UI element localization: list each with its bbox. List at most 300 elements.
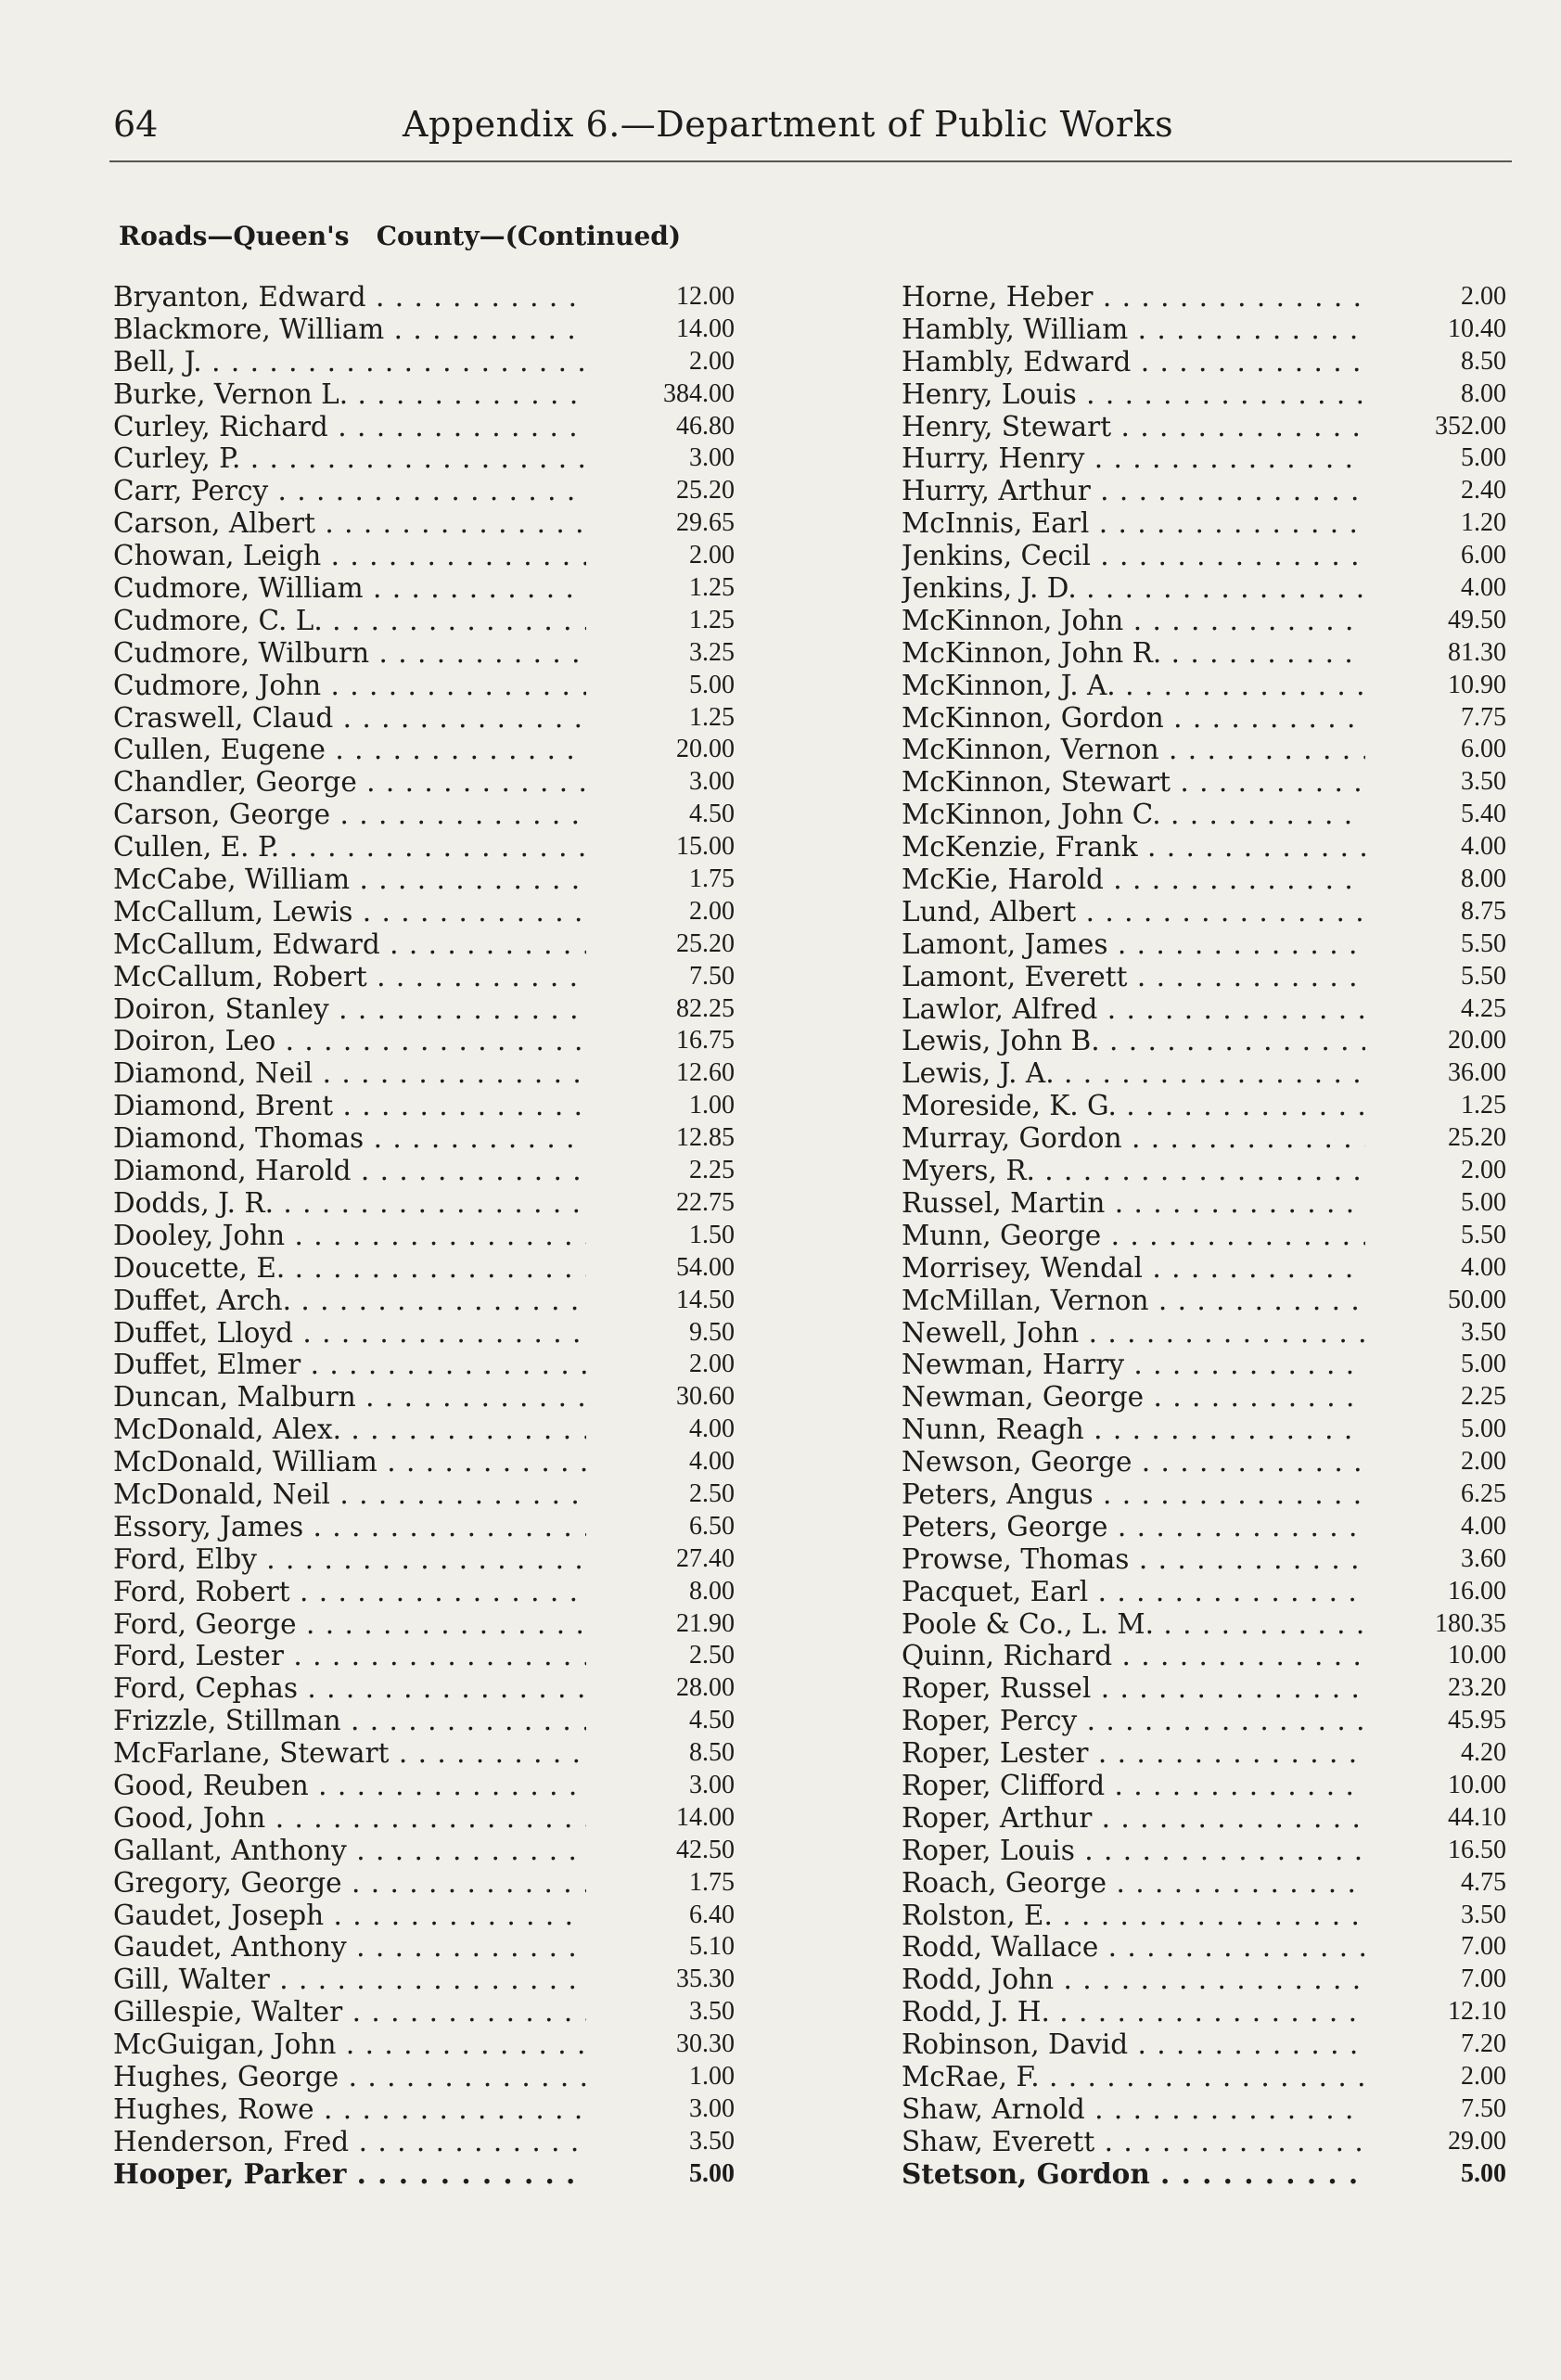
payee-name: Cullen, E. P. . . .	[113, 831, 586, 864]
payment-amount: 14.00	[614, 313, 735, 346]
payee-name: Pacquet, Earl . . .	[902, 1576, 1365, 1608]
payment-amount: 1.25	[1386, 1090, 1506, 1122]
payment-amount: 8.00	[614, 1576, 735, 1608]
payee-name: Chowan, Leigh . . .	[113, 540, 586, 572]
payment-amount: 22.75	[614, 1187, 735, 1220]
list-item	[902, 2028, 1506, 2061]
list-item	[902, 702, 1506, 735]
running-title: Appendix 6.—Department of Public Works	[403, 104, 1174, 145]
payee-name: McCallum, Robert . . .	[113, 961, 586, 993]
payee-name: Burke, Vernon L. . . .	[113, 378, 586, 411]
payee-name: Lamont, Everett . . .	[902, 961, 1365, 993]
list-item	[902, 993, 1506, 1026]
payment-amount: 4.00	[1386, 1252, 1506, 1285]
list-item	[113, 1996, 735, 2028]
list-item	[902, 961, 1506, 993]
payee-name: Duffet, Elmer . . .	[113, 1349, 586, 1381]
list-item	[113, 1285, 735, 1317]
list-item	[902, 1349, 1506, 1381]
list-item	[113, 766, 735, 799]
list-item	[902, 378, 1506, 411]
list-item	[902, 2158, 1506, 2191]
payment-amount: 15.00	[614, 831, 735, 864]
payee-name: Morrisey, Wendal . . .	[902, 1252, 1365, 1285]
payment-amount: 8.00	[1386, 864, 1506, 896]
list-item	[113, 799, 735, 831]
list-item	[902, 2061, 1506, 2093]
payee-name: Gaudet, Joseph . . .	[113, 1900, 586, 1932]
payment-amount: 9.50	[614, 1317, 735, 1350]
payment-amount: 10.90	[1386, 670, 1506, 702]
payee-name: Quinn, Richard . . .	[902, 1640, 1365, 1672]
list-item	[902, 896, 1506, 928]
list-item	[902, 1737, 1506, 1770]
payment-amount: 2.50	[614, 1640, 735, 1672]
payee-name: McKinnon, Vernon . . .	[902, 734, 1365, 766]
payee-name: Lawlor, Alfred . . .	[902, 993, 1365, 1026]
list-item	[113, 1931, 735, 1964]
payee-name: Rodd, Wallace . . .	[902, 1931, 1365, 1964]
payment-amount: 20.00	[614, 734, 735, 766]
payee-name: Hurry, Henry . . .	[902, 442, 1365, 475]
payee-name: Gregory, George . . .	[113, 1867, 586, 1900]
payment-amount: 21.90	[614, 1608, 735, 1641]
payment-amount: 1.00	[614, 2061, 735, 2093]
payment-amount: 3.50	[1386, 1317, 1506, 1350]
payment-amount: 35.30	[614, 1964, 735, 1996]
payee-name: Myers, R. . . .	[902, 1155, 1365, 1187]
payment-amount: 25.20	[614, 475, 735, 507]
payment-amount: 46.80	[614, 411, 735, 443]
list-item	[902, 1478, 1506, 1511]
payee-name: McKinnon, John . . .	[902, 605, 1365, 637]
payee-name: Hughes, George . . .	[113, 2061, 586, 2093]
payee-name: Henry, Stewart . . .	[902, 411, 1365, 443]
list-item	[113, 1867, 735, 1900]
payee-name: Essory, James . . .	[113, 1511, 586, 1543]
list-item	[902, 313, 1506, 346]
list-item	[902, 1511, 1506, 1543]
list-item	[902, 864, 1506, 896]
payment-amount: 2.25	[1386, 1381, 1506, 1414]
payee-name: Good, Reuben . . .	[113, 1770, 586, 1802]
list-item	[902, 281, 1506, 313]
page-header	[113, 104, 1523, 156]
list-item	[113, 1672, 735, 1705]
payee-name: Robinson, David . . .	[902, 2028, 1365, 2061]
list-item	[113, 1964, 735, 1996]
payee-name: Ford, George . . .	[113, 1608, 586, 1641]
payee-name: Stetson, Gordon . . .	[902, 2158, 1365, 2191]
payment-amount: 3.00	[614, 766, 735, 799]
payment-amount: 6.40	[614, 1900, 735, 1932]
list-item	[113, 670, 735, 702]
payment-amount: 2.00	[614, 1349, 735, 1381]
page-number: 64	[113, 104, 159, 145]
payee-name: Frizzle, Stillman . . .	[113, 1705, 586, 1737]
payment-amount: 10.00	[1386, 1770, 1506, 1802]
payment-amount: 44.10	[1386, 1802, 1506, 1835]
payee-name: McInnis, Earl . . .	[902, 507, 1365, 540]
payment-amount: 4.25	[1386, 993, 1506, 1026]
payment-amount: 3.00	[614, 1770, 735, 1802]
payment-amount: 4.50	[614, 1705, 735, 1737]
payment-amount: 50.00	[1386, 1285, 1506, 1317]
payee-name: Cudmore, Wilburn . . .	[113, 637, 586, 670]
list-item	[113, 281, 735, 313]
list-item	[902, 1640, 1506, 1672]
payee-name: Cudmore, C. L. . . .	[113, 605, 586, 637]
list-item	[902, 670, 1506, 702]
list-item	[113, 1608, 735, 1641]
payment-amount: 5.00	[614, 670, 735, 702]
payee-name: Good, John . . .	[113, 1802, 586, 1835]
payment-amount: 2.00	[1386, 1155, 1506, 1187]
list-item	[113, 1446, 735, 1478]
list-item	[113, 572, 735, 605]
payment-amount: 384.00	[614, 378, 735, 411]
payee-name: Moreside, K. G. . . .	[902, 1090, 1365, 1122]
payee-name: Hughes, Rowe . . .	[113, 2093, 586, 2126]
list-item	[902, 1155, 1506, 1187]
list-item	[113, 1090, 735, 1122]
payment-amount: 352.00	[1386, 411, 1506, 443]
list-item	[113, 1802, 735, 1835]
list-item	[902, 1090, 1506, 1122]
payee-name: McKinnon, John R. . . .	[902, 637, 1365, 670]
list-item	[113, 2028, 735, 2061]
list-item	[902, 2093, 1506, 2126]
payment-amount: 3.00	[614, 442, 735, 475]
payment-amount: 5.00	[1386, 1349, 1506, 1381]
payee-name: Diamond, Thomas . . .	[113, 1122, 586, 1155]
payment-amount: 14.50	[614, 1285, 735, 1317]
payee-name: Roper, Louis . . .	[902, 1835, 1365, 1867]
payee-name: Cudmore, John . . .	[113, 670, 586, 702]
payee-name: Blackmore, William . . .	[113, 313, 586, 346]
list-item	[113, 1770, 735, 1802]
payment-amount: 7.50	[1386, 2093, 1506, 2126]
list-item	[113, 2061, 735, 2093]
payee-name: McKinnon, Stewart . . .	[902, 766, 1365, 799]
payment-amount: 16.75	[614, 1025, 735, 1057]
payee-name: McDonald, Alex. . . .	[113, 1414, 586, 1446]
payee-name: Murray, Gordon . . .	[902, 1122, 1365, 1155]
payment-amount: 3.50	[614, 1996, 735, 2028]
payment-amount: 4.00	[614, 1446, 735, 1478]
list-item	[113, 1705, 735, 1737]
payment-amount: 45.95	[1386, 1705, 1506, 1737]
payment-amount: 2.00	[614, 346, 735, 378]
payee-name: Cudmore, William . . .	[113, 572, 586, 605]
list-item	[902, 831, 1506, 864]
list-item	[113, 1640, 735, 1672]
payment-amount: 180.35	[1386, 1608, 1506, 1641]
payee-name: Peters, George . . .	[902, 1511, 1365, 1543]
payee-name: Diamond, Neil . . .	[113, 1057, 586, 1090]
payment-amount: 2.00	[1386, 281, 1506, 313]
payee-name: Curley, Richard . . .	[113, 411, 586, 443]
payee-name: McKinnon, J. A. . . .	[902, 670, 1365, 702]
payment-amount: 3.60	[1386, 1543, 1506, 1576]
payment-amount: 5.50	[1386, 961, 1506, 993]
payment-amount: 1.75	[614, 1867, 735, 1900]
list-item	[113, 702, 735, 735]
payee-name: Duffet, Lloyd . . .	[113, 1317, 586, 1350]
payment-amount: 5.00	[1386, 2158, 1506, 2191]
payee-name: Ford, Lester . . .	[113, 1640, 586, 1672]
list-item	[902, 1964, 1506, 1996]
payee-name: Rolston, E. . . .	[902, 1900, 1365, 1932]
payee-name: Lamont, James . . .	[902, 928, 1365, 961]
payee-name: Gill, Walter . . .	[113, 1964, 586, 1996]
payee-name: Dodds, J. R. . . .	[113, 1187, 586, 1220]
payment-amount: 5.00	[1386, 442, 1506, 475]
payment-amount: 10.00	[1386, 1640, 1506, 1672]
list-item	[902, 1025, 1506, 1057]
payee-name: Lewis, John B. . . .	[902, 1025, 1365, 1057]
payee-name: Russel, Martin . . .	[902, 1187, 1365, 1220]
payment-amount: 7.20	[1386, 2028, 1506, 2061]
list-item	[902, 1802, 1506, 1835]
header-rule	[109, 160, 1512, 162]
payment-amount: 16.00	[1386, 1576, 1506, 1608]
list-item	[113, 831, 735, 864]
payment-amount: 27.40	[614, 1543, 735, 1576]
list-item	[113, 475, 735, 507]
payee-name: Hooper, Parker . . .	[113, 2158, 586, 2191]
list-item	[113, 1025, 735, 1057]
list-item	[113, 993, 735, 1026]
list-item	[113, 1414, 735, 1446]
list-item	[902, 1317, 1506, 1350]
payee-name: McDonald, Neil . . .	[113, 1478, 586, 1511]
list-item	[902, 442, 1506, 475]
payment-amount: 2.00	[614, 896, 735, 928]
list-item	[113, 378, 735, 411]
payee-name: McCallum, Lewis . . .	[113, 896, 586, 928]
payee-name: Bell, J. . . .	[113, 346, 586, 378]
payment-amount: 54.00	[614, 1252, 735, 1285]
list-item	[113, 928, 735, 961]
payment-amount: 14.00	[614, 1802, 735, 1835]
payee-name: Roper, Lester . . .	[902, 1737, 1365, 1770]
payment-amount: 8.50	[1386, 346, 1506, 378]
payment-amount: 3.50	[614, 2126, 735, 2158]
payee-name: Roper, Russel . . .	[902, 1672, 1365, 1705]
list-item	[113, 2093, 735, 2126]
payee-name: McRae, F. . . .	[902, 2061, 1365, 2093]
payment-amount: 42.50	[614, 1835, 735, 1867]
list-item	[902, 346, 1506, 378]
payment-amount: 7.00	[1386, 1964, 1506, 1996]
list-item	[113, 1381, 735, 1414]
payee-name: Cullen, Eugene . . .	[113, 734, 586, 766]
payment-amount: 6.00	[1386, 734, 1506, 766]
payment-amount: 2.40	[1386, 475, 1506, 507]
payment-amount: 6.50	[614, 1511, 735, 1543]
payment-amount: 1.20	[1386, 507, 1506, 540]
payment-amount: 1.75	[614, 864, 735, 896]
list-item	[113, 1835, 735, 1867]
payee-name: Dooley, John . . .	[113, 1220, 586, 1252]
list-item	[902, 411, 1506, 443]
payment-amount: 4.00	[1386, 1511, 1506, 1543]
list-item	[902, 799, 1506, 831]
payment-amount: 12.10	[1386, 1996, 1506, 2028]
list-item	[902, 1931, 1506, 1964]
payee-name: McKinnon, John C. . . .	[902, 799, 1365, 831]
list-item	[902, 1867, 1506, 1900]
list-item	[902, 2126, 1506, 2158]
list-item	[902, 1220, 1506, 1252]
payment-amount: 4.00	[614, 1414, 735, 1446]
list-item	[113, 734, 735, 766]
payee-name: Lewis, J. A. . . .	[902, 1057, 1365, 1090]
list-item	[113, 1057, 735, 1090]
payment-amount: 2.00	[614, 540, 735, 572]
payment-amount: 4.20	[1386, 1737, 1506, 1770]
payment-amount: 5.10	[614, 1931, 735, 1964]
payee-name: McKie, Harold . . .	[902, 864, 1365, 896]
payee-name: Nunn, Reagh . . .	[902, 1414, 1365, 1446]
payee-name: Henderson, Fred . . .	[113, 2126, 586, 2158]
list-item	[113, 961, 735, 993]
payment-amount: 3.50	[1386, 766, 1506, 799]
list-item	[902, 1900, 1506, 1932]
payment-amount: 12.85	[614, 1122, 735, 1155]
payee-name: McFarlane, Stewart . . .	[113, 1737, 586, 1770]
payment-amount: 1.00	[614, 1090, 735, 1122]
payment-amount: 2.00	[1386, 1446, 1506, 1478]
list-item	[902, 1414, 1506, 1446]
list-item	[113, 1737, 735, 1770]
payee-name: Roper, Clifford . . .	[902, 1770, 1365, 1802]
payee-name: Bryanton, Edward . . .	[113, 281, 586, 313]
payment-amount: 5.00	[1386, 1187, 1506, 1220]
payment-amount: 8.00	[1386, 378, 1506, 411]
payee-name: Gillespie, Walter . . .	[113, 1996, 586, 2028]
payee-name: Roper, Arthur . . .	[902, 1802, 1365, 1835]
payee-name: McKinnon, Gordon . . .	[902, 702, 1365, 735]
payee-name: McGuigan, John . . .	[113, 2028, 586, 2061]
payment-amount: 82.25	[614, 993, 735, 1026]
payment-amount: 25.20	[614, 928, 735, 961]
payee-name: Doucette, E. . . .	[113, 1252, 586, 1285]
payment-amount: 1.25	[614, 572, 735, 605]
payment-amount: 30.30	[614, 2028, 735, 2061]
payment-amount: 1.25	[614, 605, 735, 637]
payment-amount: 3.50	[1386, 1900, 1506, 1932]
payee-name: Chandler, George . . .	[113, 766, 586, 799]
list-item	[902, 1252, 1506, 1285]
list-item	[902, 1122, 1506, 1155]
section-title: Roads—Queen's County—(Continued)	[119, 221, 682, 251]
list-item	[113, 442, 735, 475]
payment-amount: 29.00	[1386, 2126, 1506, 2158]
payee-name: Roach, George . . .	[902, 1867, 1365, 1900]
payment-amount: 4.00	[1386, 831, 1506, 864]
payment-amount: 7.75	[1386, 702, 1506, 735]
payment-amount: 49.50	[1386, 605, 1506, 637]
list-item	[113, 1900, 735, 1932]
list-item	[902, 1835, 1506, 1867]
payee-name: Shaw, Arnold . . .	[902, 2093, 1365, 2126]
payee-name: Shaw, Everett . . .	[902, 2126, 1365, 2158]
list-item	[113, 313, 735, 346]
payment-amount: 6.25	[1386, 1478, 1506, 1511]
payment-amount: 3.25	[614, 637, 735, 670]
payee-name: Hambly, Edward . . .	[902, 346, 1365, 378]
payee-name: Carr, Percy . . .	[113, 475, 586, 507]
list-item	[902, 766, 1506, 799]
list-item	[113, 2158, 735, 2191]
list-item	[902, 572, 1506, 605]
payee-name: Ford, Robert . . .	[113, 1576, 586, 1608]
list-item	[113, 1155, 735, 1187]
list-item	[113, 2126, 735, 2158]
list-item	[902, 1057, 1506, 1090]
list-item	[113, 346, 735, 378]
payee-name: Hambly, William . . .	[902, 313, 1365, 346]
payment-amount: 5.50	[1386, 1220, 1506, 1252]
payee-name: McKenzie, Frank . . .	[902, 831, 1365, 864]
list-item	[902, 1187, 1506, 1220]
payee-name: Newman, George . . .	[902, 1381, 1365, 1414]
payee-name: Doiron, Leo . . .	[113, 1025, 586, 1057]
list-item	[902, 1543, 1506, 1576]
list-item	[113, 540, 735, 572]
list-item	[113, 1478, 735, 1511]
list-item	[902, 637, 1506, 670]
payee-name: Prowse, Thomas . . .	[902, 1543, 1365, 1576]
payee-name: Hurry, Arthur . . .	[902, 475, 1365, 507]
payment-amount: 2.25	[614, 1155, 735, 1187]
payee-name: Diamond, Harold . . .	[113, 1155, 586, 1187]
payment-amount: 16.50	[1386, 1835, 1506, 1867]
list-item	[113, 411, 735, 443]
left-column	[113, 281, 735, 2191]
list-item	[902, 928, 1506, 961]
list-item	[902, 1770, 1506, 1802]
list-item	[113, 605, 735, 637]
payment-amount: 20.00	[1386, 1025, 1506, 1057]
list-item	[113, 1576, 735, 1608]
payee-name: Carson, Albert . . .	[113, 507, 586, 540]
payment-amount: 5.00	[1386, 1414, 1506, 1446]
payee-name: Roper, Percy . . .	[902, 1705, 1365, 1737]
payment-amount: 4.00	[1386, 572, 1506, 605]
list-item	[113, 1317, 735, 1350]
list-item	[113, 1252, 735, 1285]
list-item	[902, 1381, 1506, 1414]
payee-name: Newell, John . . .	[902, 1317, 1365, 1350]
right-column	[902, 281, 1506, 2191]
payee-name: McCabe, William . . .	[113, 864, 586, 896]
payee-name: Gallant, Anthony . . .	[113, 1835, 586, 1867]
payment-amount: 4.75	[1386, 1867, 1506, 1900]
payee-name: Duffet, Arch. . . .	[113, 1285, 586, 1317]
payment-amount: 81.30	[1386, 637, 1506, 670]
payment-amount: 12.60	[614, 1057, 735, 1090]
list-item	[113, 896, 735, 928]
payee-name: Newson, George . . .	[902, 1446, 1365, 1478]
payee-name: Henry, Louis . . .	[902, 378, 1365, 411]
payment-amount: 5.50	[1386, 928, 1506, 961]
payee-name: Jenkins, J. D. . . .	[902, 572, 1365, 605]
list-item	[902, 1672, 1506, 1705]
payee-name: Munn, George . . .	[902, 1220, 1365, 1252]
